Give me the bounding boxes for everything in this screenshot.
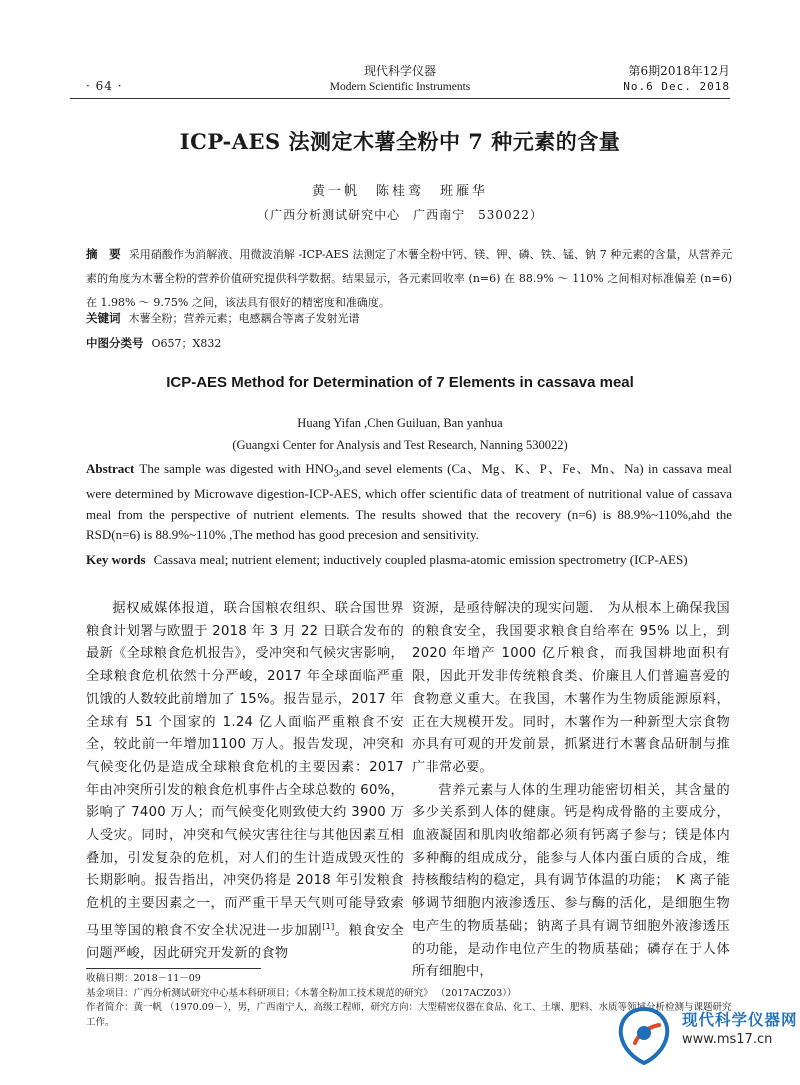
body-text: 据权威媒体报道，联合国粮农组织、联合国世界粮食计划署与欧盟于 2018 年 3 月 22 日联合发布的最新《全球粮食危机报告》，受冲突和气候灾害影响，全球粮食危机依然十分严峻，2017 年全球面临严重饥饿的人数较此前增加了 15%。报告显示，2017 年全球有 51 个国家的 1.24 亿人面临严重粮食不安全，较此前一年增加1100 万人。报告发现，冲突和气候变化仍是造成全球粮食危机的主要因素：2017 年由冲突所引发的粮食危机事件占全球总数的 60%，影响了 7400 万人；而气候变化则致使大约 3900 万人受灾。同时，冲突和气候灾害往往与其他因素互相叠加，引发复杂的危机，对人们的生计造成毁灭性的长期影响。报告指出，冲突仍将是 2018 年引发粮食危机的主要因素之一，而严重干旱天气则可能导致索马里等国的粮食不安全状况进一步加剧: [86, 601, 404, 939]
footnote-author: 作者简介：黄一帆 （1970.09－），男，广西南宁人，高级工程师，研究方向：大型精密仪器在食品、化工、土壤、肥料、水质等领域分析检测与课题研究工作。: [86, 1002, 732, 1028]
keywords-en-text: Cassava meal; nutrient element; inductively coupled plasma-atomic emission spectrometry (ICP-AES): [153, 552, 688, 567]
keywords-en-label: Key words: [86, 552, 146, 567]
page-number: · 64 ·: [86, 79, 123, 93]
body-column-left: [86, 598, 404, 966]
body-paragraph: 资源，是亟待解决的现实问题． 为从根本上确保我国的粮食安全，我国要求粮食自给率在 95% 以上，到 2020 年增产 1000 亿斤粮食，而我国耕地面积有限，因此开发非传统粮食类、价廉且人们普遍喜爱的食物意义重大。在我国，木薯作为生物质能源原料，正在大规模开发。同时，木薯作为一种新型大宗食物亦具有可观的开发前景，抓紧进行木薯食品研制与推广非常必要。: [412, 601, 730, 775]
issue-cn: 第6期2018年12月: [628, 64, 730, 78]
authors-en: Huang Yifan ,Chen Guiluan, Ban yanhua: [297, 416, 503, 430]
body-text: 。粮食安全问题严峻，因此研究开发新的食物: [86, 923, 404, 961]
abstract-en-text-a: The sample was digested with HNO: [139, 461, 334, 476]
body-paragraph: [86, 598, 404, 966]
classification-text: O657；X832: [151, 337, 222, 350]
header-rule: [70, 98, 730, 99]
journal-name-en: Modern Scientific Instruments: [329, 81, 471, 93]
classification: [86, 333, 732, 354]
journal-name: [300, 63, 500, 95]
abstract-cn: [86, 242, 732, 315]
issue-en: No.6 Dec. 2018: [623, 80, 730, 93]
issue-info: [560, 63, 730, 95]
paper-title: ICP-AES 法测定木薯全粉中 7 种元素的含量: [179, 129, 621, 154]
watermark-url[interactable]: www.ms17.cn: [682, 1032, 773, 1047]
abstract-en-text-b: ,and sevel elements (Ca、Mg、K、P、Fe、Mn、Na) in cassava meal were determined by Microwave digestion-ICP-AES, which offer scientific data of treatment of nutritional value of cassava meal from the perspective of nutrient elements. The results showed that the recovery (n=6) is 88.9%~110%,ahd the RSD(n=6) is 88.9%~110% ,The method has good precesion and sensitivity.: [86, 461, 732, 543]
abstract-en-subscript: 3: [333, 467, 339, 480]
citation-ref[interactable]: [1]: [322, 921, 335, 931]
keywords-cn: [86, 308, 732, 329]
footnote-rule: [86, 968, 261, 969]
abstract-cn-label: 摘 要: [86, 247, 121, 261]
keywords-en: [86, 550, 732, 570]
affiliation: （广西分析测试研究中心 广西南宁 530022）: [257, 208, 543, 222]
affiliation-en: (Guangxi Center for Analysis and Test Research, Nanning 530022): [232, 438, 568, 452]
abstract-en-label: Abstract: [86, 461, 135, 476]
paper-title-en: ICP-AES Method for Determination of 7 Elements in cassava meal: [166, 374, 634, 391]
abstract-cn-text: 采用硝酸作为消解液、用微波消解 -ICP-AES 法测定了木薯全粉中钙、镁、钾、磷、铁、锰、钠 7 种元素的含量，从营养元素的角度为木薯全粉的营养价值研究提供科学数据。结果显示，各元素回收率 (n=6) 在 88.9% ～ 110% 之间相对标准偏差 (n=6) 在 1.98% ～ 9.75% 之间，该法具有很好的精密度和准确度。: [86, 248, 732, 309]
footnote-fund: 基金项目：广西分析测试研究中心基本科研项目；《木薯全粉加工技术规范的研究》 （2017ACZ03））: [86, 987, 517, 999]
body-column-right: [412, 598, 730, 984]
watermark-logo-icon: [615, 1003, 673, 1067]
watermark-name: 现代科学仪器网: [682, 1011, 798, 1029]
abstract-en: [86, 459, 732, 546]
footnote-received: 收稿日期：2018－11－09: [86, 973, 201, 984]
classification-label: 中图分类号: [86, 336, 144, 350]
keywords-cn-text: 木薯全粉；营养元素；电感耦合等离子发射光谱: [128, 312, 360, 325]
keywords-cn-label: 关键词: [86, 311, 121, 325]
authors: 黄一帆 陈桂鸾 班雁华: [311, 184, 488, 199]
journal-name-cn: 现代科学仪器: [363, 64, 436, 78]
body-paragraph: 营养元素与人体的生理功能密切相关，其含量的多少关系到人体的健康。钙是构成骨骼的主要成分，血液凝固和肌肉收缩都必须有钙离子参与；镁是体内多种酶的组成成分，能参与人体内蛋白质的合成，维持核酸结构的稳定，具有调节体温的功能； K 离子能够调节细胞内液渗透压、参与酶的活化，是细胞生物电产生的物质基础；钠离子具有调节细胞外液渗透压的功能，是动作电位产生的物质基础；磷存在于人体所有细胞中，: [412, 782, 730, 980]
